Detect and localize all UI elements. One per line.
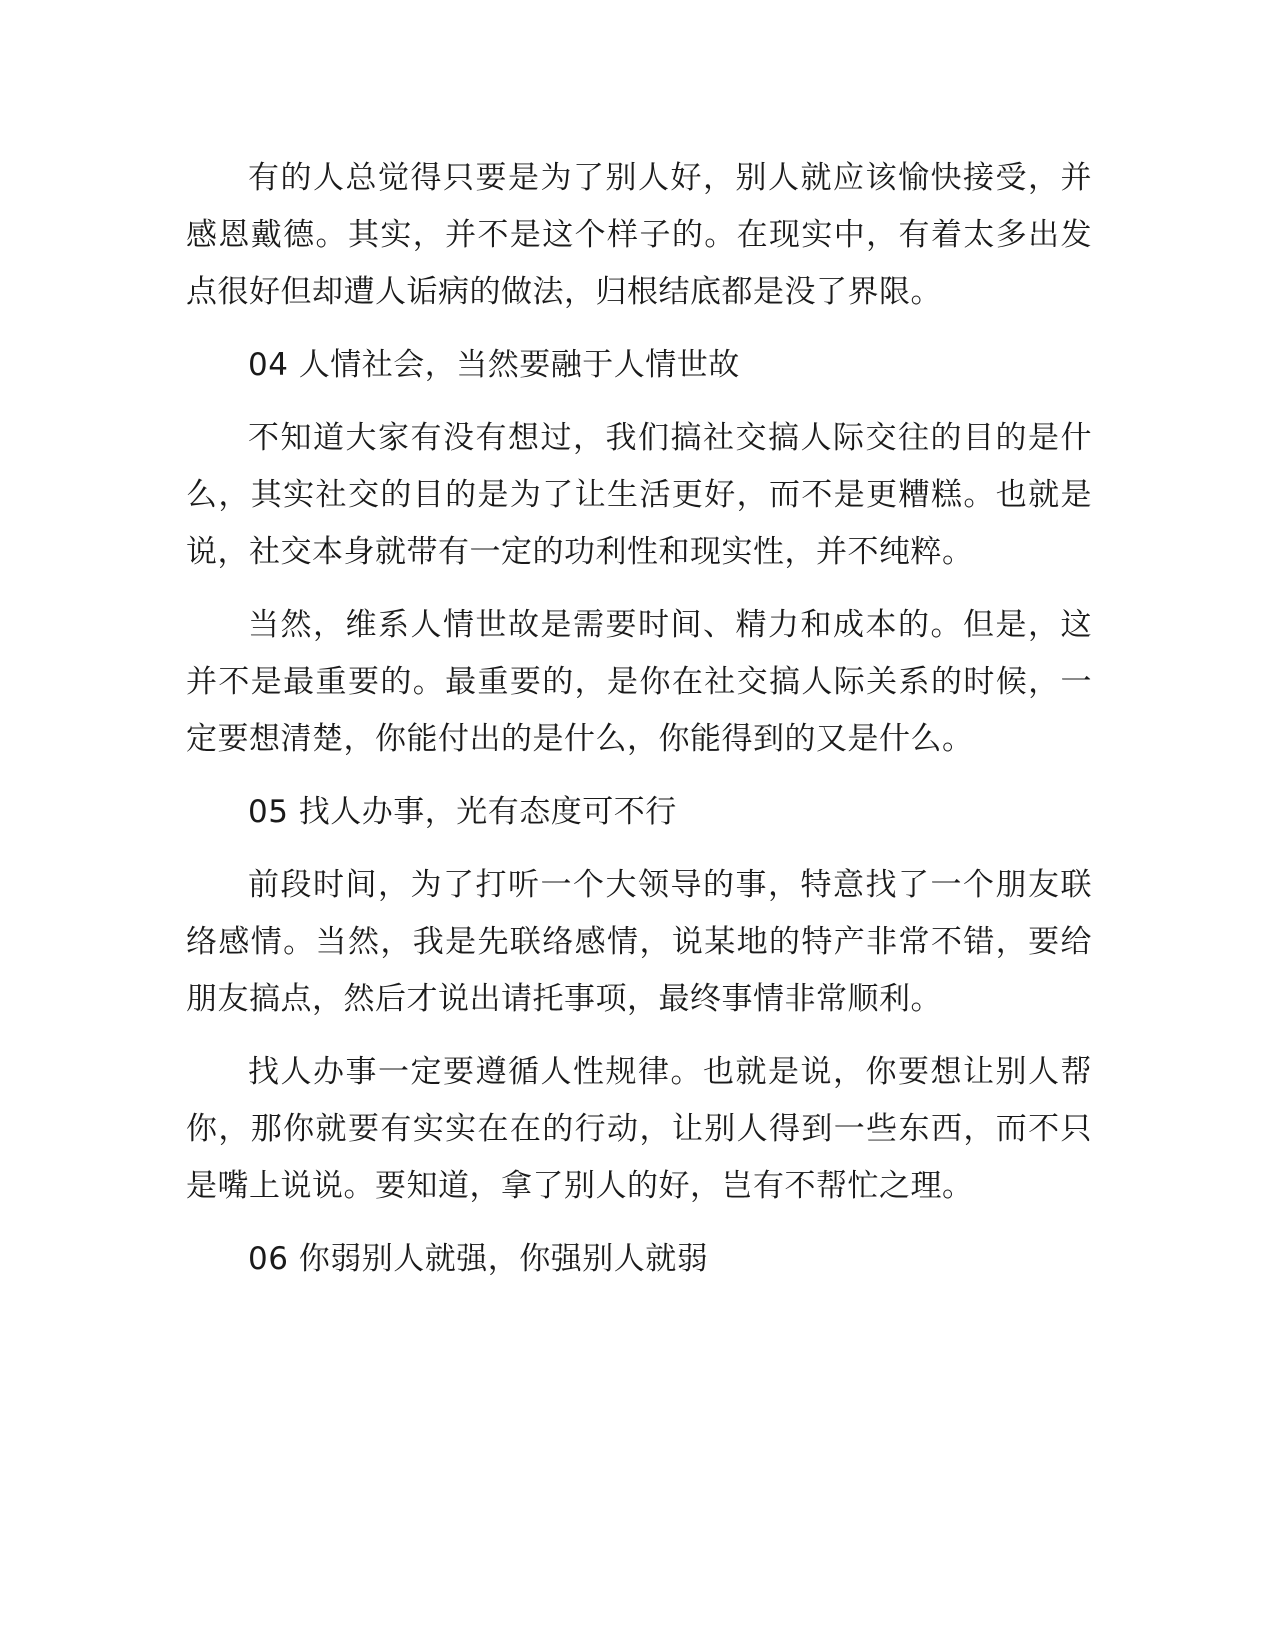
document-body	[186, 150, 1092, 1304]
paragraph-human-nature: 找人办事一定要遵循人性规律。也就是说，你要想让别人帮你，那你就要有实实在在的行动，让别人得到一些东西，而不只是嘴上说说。要知道，拿了别人的好，岂有不帮忙之理。	[186, 1054, 1092, 1204]
section-heading-05: 05 找人办事，光有态度可不行	[248, 794, 677, 830]
section-heading-06: 06 你弱别人就强，你强别人就弱	[248, 1241, 709, 1277]
section-heading-04: 04 人情社会，当然要融于人情世故	[248, 347, 740, 383]
paragraph-asking-favor: 前段时间，为了打听一个大领导的事，特意找了一个朋友联络感情。当然，我是先联络感情，说某地的特产非常不错，要给朋友搞点，然后才说出请托事项，最终事情非常顺利。	[186, 867, 1092, 1017]
paragraph-maintaining-relations: 当然，维系人情世故是需要时间、精力和成本的。但是，这并不是最重要的。最重要的，是你在社交搞人际关系的时候，一定要想清楚，你能付出的是什么，你能得到的又是什么。	[186, 607, 1092, 757]
paragraph-boundaries: 有的人总觉得只要是为了别人好，别人就应该愉快接受，并感恩戴德。其实，并不是这个样子的。在现实中，有着太多出发点很好但却遭人诟病的做法，归根结底都是没了界限。	[186, 160, 1092, 310]
paragraph-social-purpose: 不知道大家有没有想过，我们搞社交搞人际交往的目的是什么，其实社交的目的是为了让生活更好，而不是更糟糕。也就是说，社交本身就带有一定的功利性和现实性，并不纯粹。	[186, 420, 1092, 570]
